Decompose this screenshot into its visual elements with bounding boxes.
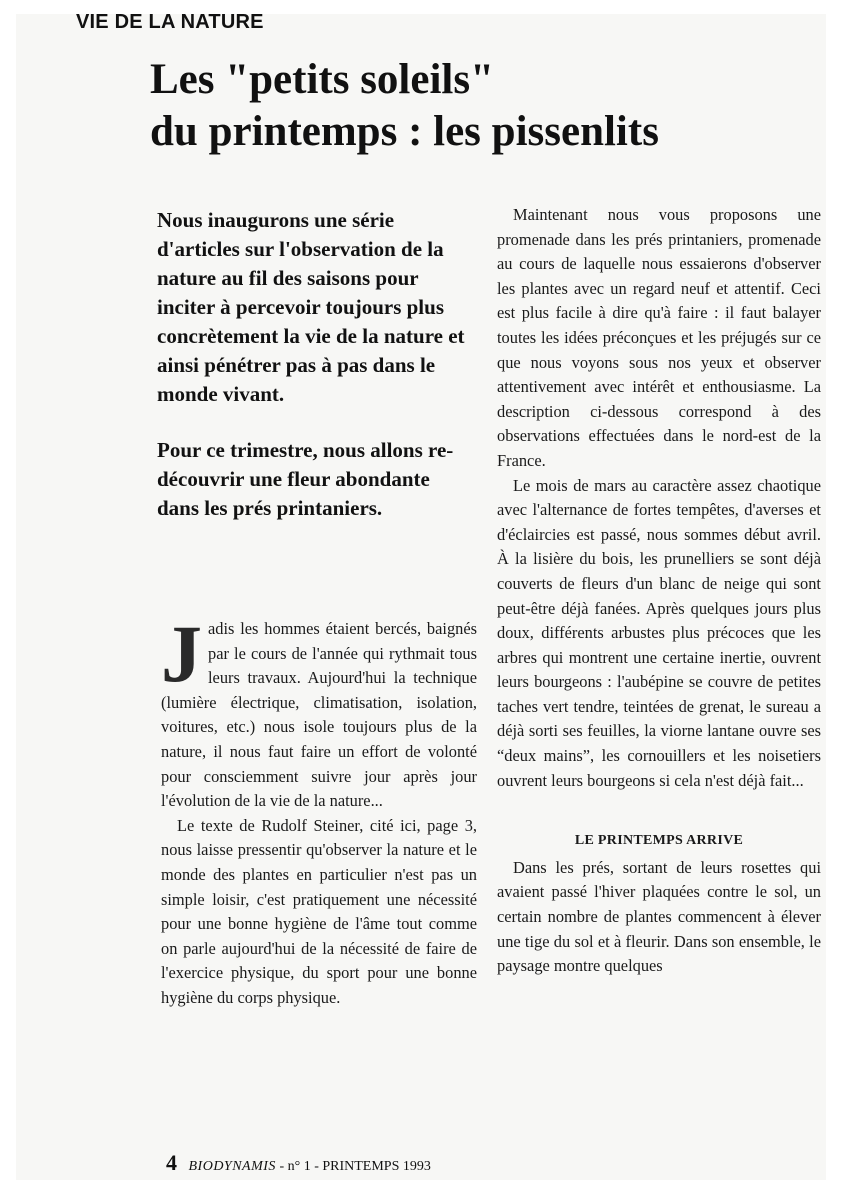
page-number: 4 bbox=[166, 1150, 177, 1175]
issue-info: - n° 1 - PRINTEMPS 1993 bbox=[279, 1159, 431, 1174]
right-paragraph-3: Dans les prés, sortant de leurs rosettes qui avaient passé l'hiver plaquées contre le sol, un certain nombre de plantes commencent à élever une tige du sol et à fleurir. Dans son ensemble, le paysage montre quelques bbox=[497, 857, 821, 976]
magazine-name: BIODYNAMIS bbox=[188, 1159, 276, 1174]
page-footer bbox=[166, 1150, 431, 1176]
subheading: LE PRINTEMPS ARRIVE bbox=[574, 833, 744, 849]
right-paragraph-2: Le mois de mars au caractère assez chaotique avec l'alternance de fortes tempêtes, d'averses et d'éclaircies est passé, nous sommes début avril. À la lisière du bois, les prunelliers se sont déjà couverts de fleurs d'un blanc de neige qui sont peut-être déjà fanées. Après quelques jours plus doux, différents arbustes plus précoces que les arbres qui montrent une certaine inertie, ouvrent leurs bourgeons : l'aubépine se couvre de petites taches vert tendre, teintées de grenat, le sureau a déjà sorti ses feuilles, la viorne lantane ouvre ses “deux mains”, les cornouillers et les noisetiers ouvrent leurs bourgeons si cela n'est déjà fait... bbox=[497, 475, 821, 790]
left-paragraph-1 bbox=[161, 608, 477, 814]
title-line-2: du printemps : les pissenlits bbox=[150, 108, 659, 155]
left-column bbox=[161, 608, 477, 1011]
intro-paragraph-2: Pour ce trimestre, nous allons re-découvrir une fleur abondante dans les prés printaniers. bbox=[157, 438, 454, 520]
right-paragraph-1: Maintenant nous vous proposons une promenade dans les prés printaniers, promenade au cours de laquelle nous essaierons d'observer les plantes avec un regard neuf et attentif. Ceci est plus facile à dire qu'à faire : il faut balayer toutes les idées préconçues et les préjugés sur ce que nous voyons sous nos yeux et observer attentivement avec intérêt et enthousiasme. La description ci-dessous correspond à des observations effectuées dans le nord-est de la France. bbox=[497, 205, 821, 470]
drop-cap: J bbox=[161, 608, 202, 699]
left-paragraph-1-text: adis les hommes étaient bercés, baignés par le cours de l'année qui rythmait tous leurs travaux. Aujourd'hui la technique (lumière électrique, climatisation, isolation, voitures, etc.) nous isole toujours plus de la nature, il nous faut faire un effort de volonté pour consciemment suivre jour après jour l'évolution de la vie de la nature... bbox=[161, 619, 477, 811]
section-label: VIE DE LA NATURE bbox=[76, 11, 264, 33]
title-line-1: Les "petits soleils" bbox=[150, 56, 494, 103]
article-title bbox=[150, 54, 659, 158]
right-column bbox=[497, 203, 821, 979]
intro-block bbox=[157, 206, 469, 550]
intro-paragraph-1: Nous inaugurons une série d'articles sur l'observation de la nature au fil des saisons pour inciter à percevoir toujours plus concrètement la vie de la nature et ainsi pénétrer pas à pas dans le monde vivant. bbox=[157, 208, 465, 406]
left-paragraph-2: Le texte de Rudolf Steiner, cité ici, page 3, nous laisse pressentir qu'observer la nature et le monde des plantes en particulier n'est pas un simple loisir, c'est pratiquement une nécessité pour une bonne hygiène de l'âme tout comme on parle aujourd'hui de la nécessité de faire de l'exercice physique, du sport pour une bonne hygiène du corps physique. bbox=[161, 815, 477, 1007]
